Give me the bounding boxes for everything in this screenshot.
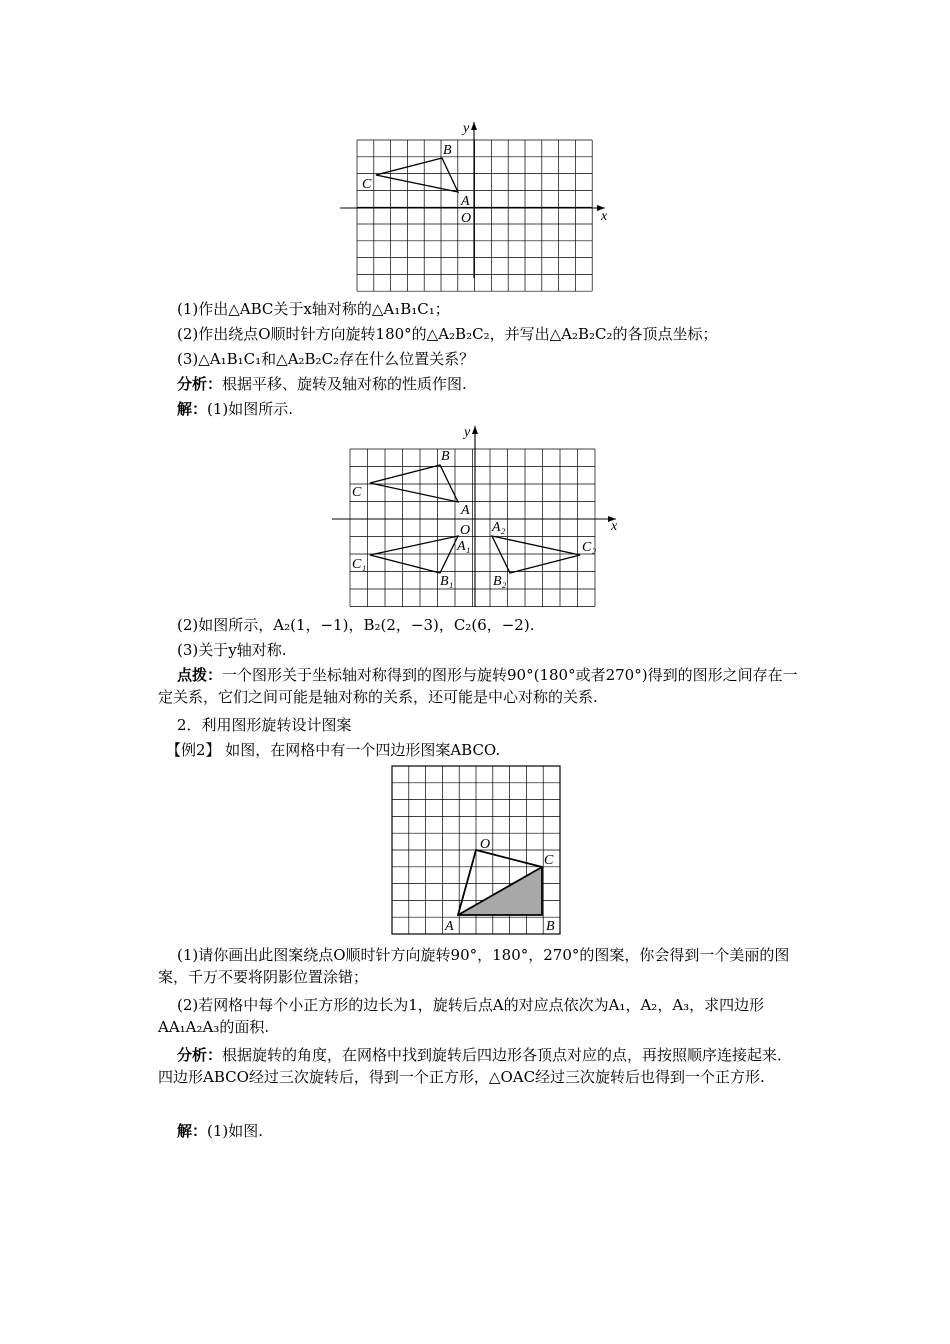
triangle-ABC (370, 465, 458, 502)
section-heading-2: 2．利用图形旋转设计图案 (177, 716, 352, 734)
solution-2-text: (1)如图. (207, 1122, 264, 1140)
solution-2-label: 解： (177, 1122, 208, 1140)
analysis-2-text: 根据旋转的角度，在网格中找到旋转后四边形各顶点对应的点，再按照顺序连接起来．四边形ABCO经过三次旋转后，得到一个正方形，△OAC经过三次旋转后也得到一个正方形. (158, 1046, 793, 1086)
x-axis-label: x (601, 209, 608, 224)
solution-text: (1)如图所示. (207, 400, 294, 418)
solution-1 (177, 398, 293, 420)
y-axis-label: y (463, 121, 470, 136)
point-label-C: C (544, 853, 554, 868)
point-label-B: B (546, 919, 555, 934)
question-3: (3)△A₁B₁C₁和△A₂B₂C₂存在什么位置关系？ (177, 350, 475, 368)
point-label-C: C (362, 177, 372, 192)
example-2-question-1-text: (1)请你画出此图案绕点O顺时针方向旋转90°，180°，270°的图案，你会得到一个美丽的图案，千万不要将阴影位置涂错； (158, 946, 790, 986)
triangle-A1B1C1 (370, 536, 458, 573)
point-label-B2: B₂ (493, 574, 507, 589)
origin-label-O: O (460, 523, 471, 538)
question-2: (2)作出绕点O顺时针方向旋转180°的△A₂B₂C₂，并写出△A₂B₂C₂的各顶点坐标； (177, 325, 718, 343)
point-label-A: A (461, 194, 470, 209)
point-label-A: A (445, 919, 454, 934)
coordinate-grid-figure-2 (330, 422, 630, 612)
answer-3: (3)关于y轴对称. (177, 641, 287, 659)
coordinate-grid-figure-1 (335, 118, 635, 283)
tip-label: 点拨： (177, 666, 223, 684)
point-label-B: B (443, 143, 452, 158)
example-2-heading: 【例2】 如图，在网格中有一个四边形图案ABCO. (166, 741, 501, 759)
analysis-2 (158, 1044, 798, 1088)
point-label-C2: C₂ (582, 540, 597, 555)
analysis-text: 根据平移、旋转及轴对称的性质作图. (222, 375, 467, 393)
tip-text: 一个图形关于坐标轴对称得到的图形与旋转90°(180°或者270°)得到的图形之间存在一定关系，它们之间可能是轴对称的关系，还可能是中心对称的关系. (158, 666, 798, 706)
point-label-B: B (441, 449, 450, 464)
analysis-2-label: 分析： (177, 1046, 223, 1064)
x-axis-label: x (611, 519, 618, 534)
question-1: (1)作出△ABC关于x轴对称的△A₁B₁C₁； (177, 300, 450, 318)
example-2-question-1 (158, 944, 798, 988)
point-label-C: C (352, 485, 362, 500)
point-label-A1: A₁ (457, 539, 471, 554)
point-label-B1: B₁ (440, 574, 454, 589)
origin-label-O: O (461, 211, 472, 226)
example-2-question-2 (158, 994, 798, 1038)
y-axis-label: y (464, 425, 471, 440)
point-label-O: O (480, 837, 491, 852)
solution-2 (177, 1120, 263, 1142)
triangle-A2B2C2 (492, 536, 580, 573)
triangle-ABC (376, 158, 458, 192)
tip-paragraph (158, 664, 798, 708)
analysis-label: 分析： (177, 375, 223, 393)
square-grid-figure-3 (390, 764, 565, 939)
answer-2: (2)如图所示，A₂(1，−1)，B₂(2，−3)，C₂(6，−2). (177, 616, 535, 634)
point-label-C1: C₁ (352, 557, 367, 572)
point-label-A2: A₂ (492, 520, 506, 535)
example-2-question-2-text: (2)若网格中每个小正方形的边长为1，旋转后点A的对应点依次为A₁，A₂，A₃，求四边形AA₁A₂A₃的面积. (158, 996, 765, 1036)
analysis-1 (177, 373, 467, 395)
solution-label: 解： (177, 400, 208, 418)
point-label-A: A (461, 503, 470, 518)
